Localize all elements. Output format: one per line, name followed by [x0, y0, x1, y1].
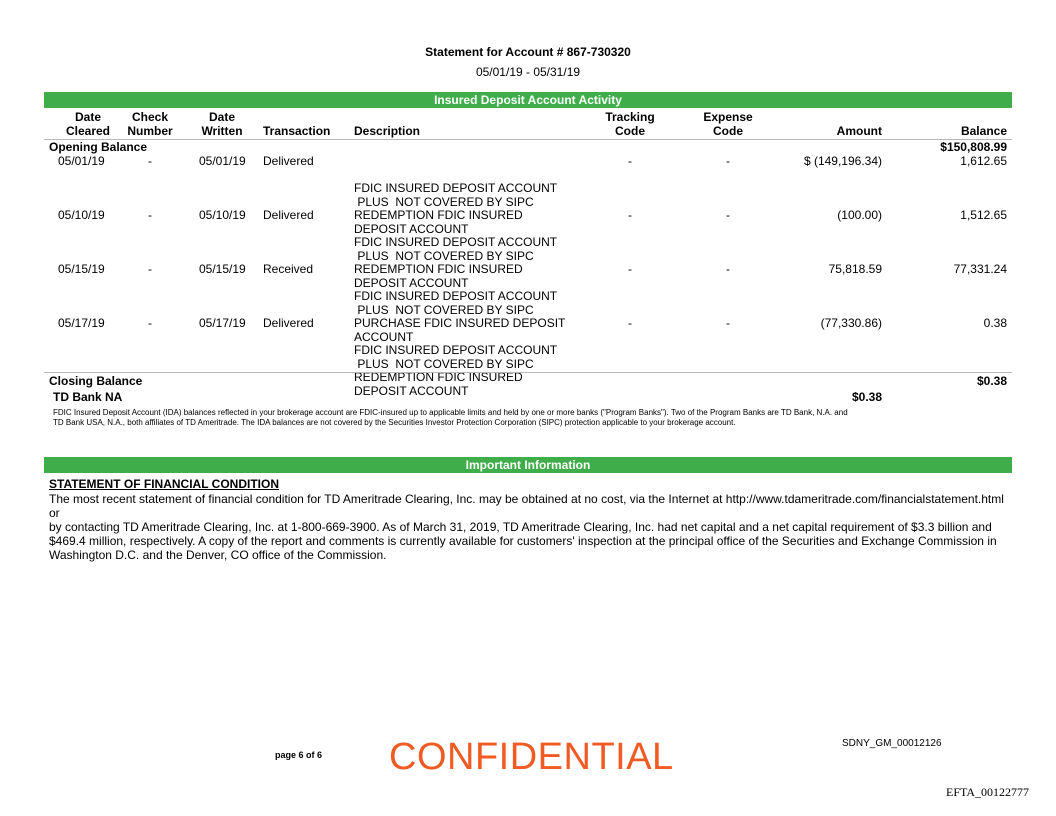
bank-name: TD Bank NA	[53, 390, 123, 404]
balance: 1,612.65	[960, 154, 1007, 168]
financial-condition-heading: STATEMENT OF FINANCIAL CONDITION	[49, 477, 279, 491]
tracking-code: -	[628, 262, 632, 276]
col-header-description: Description	[354, 124, 421, 138]
expense-code: -	[726, 262, 730, 276]
col-header-amount: Amount	[836, 124, 882, 138]
expense-code: -	[726, 208, 730, 222]
statement-date-range: 05/01/19 - 05/31/19	[475, 65, 581, 79]
date-written: 05/10/19	[199, 208, 246, 222]
col-header-balance: Balance	[960, 124, 1007, 138]
transaction-type: Delivered	[263, 154, 314, 168]
balance: 77,331.24	[953, 262, 1007, 276]
statement-title: Statement for Account # 867-730320	[425, 45, 631, 59]
col-header-transaction: Transaction	[263, 124, 331, 138]
expense-code: -	[726, 316, 730, 330]
check-number: -	[148, 262, 152, 276]
date-cleared: 05/01/19	[58, 154, 105, 168]
transaction-type: Received	[263, 262, 314, 276]
description: FDIC INSURED DEPOSIT ACCOUNT PLUS NOT COVERED BY SIPC REDEMPTION FDIC INSURED DEPOSIT ACCOUNT	[354, 181, 558, 236]
page-number: page 6 of 6	[275, 750, 323, 760]
bates-number: SDNY_GM_00012126	[842, 738, 942, 749]
efta-number: EFTA_00122777	[946, 785, 1030, 799]
check-number: -	[148, 208, 152, 222]
date-cleared: 05/10/19	[58, 208, 105, 222]
col-header-check-number: Check Number	[127, 110, 173, 138]
amount: $ (149,196.34)	[803, 154, 882, 168]
financial-condition-text: The most recent statement of financial condition for TD Ameritrade Clearing, Inc. may be obtained at no cost, via the Internet at http://www.tdameritrade.com/financialstatement.html or by contacting TD Ameritrade Clearing, Inc. at 1-800-669-3900. As of March 31, 2019, TD Ameritrade Clearing, Inc. had net capital and a net capital requirement of $3.3 billion and $469.4 million, respectively. A copy of the report and comments is currently available for customers' inspection at the principal office of the Securities and Exchange Commission in Washington D.C. and the Denver, CO office of the Commission.	[49, 492, 1004, 562]
closing-balance-value: $0.38	[976, 374, 1007, 388]
tracking-code: -	[628, 154, 632, 168]
amount: (100.00)	[837, 208, 882, 222]
balance: 0.38	[983, 316, 1007, 330]
closing-rule	[44, 372, 1012, 373]
section-header-important: Important Information	[44, 457, 1012, 473]
description: FDIC INSURED DEPOSIT ACCOUNT PLUS NOT COVERED BY SIPC PURCHASE FDIC INSURED DEPOSIT ACCOUNT	[354, 289, 566, 344]
transaction-type: Delivered	[263, 208, 314, 222]
date-cleared: 05/15/19	[58, 262, 105, 276]
amount: (77,330.86)	[820, 316, 882, 330]
closing-balance-label: Closing Balance	[49, 374, 143, 388]
date-cleared: 05/17/19	[58, 316, 105, 330]
header-rule	[44, 139, 1012, 140]
tracking-code: -	[628, 316, 632, 330]
bank-amount: $0.38	[851, 390, 882, 404]
date-written: 05/01/19	[199, 154, 246, 168]
check-number: -	[148, 154, 152, 168]
col-header-expense-code: Expense Code	[703, 110, 753, 138]
check-number: -	[148, 316, 152, 330]
fdic-footnote: FDIC Insured Deposit Account (IDA) balances reflected in your brokerage account are FDIC-insured up to applicable limits and held by one or more banks ("Program Banks"). Two of the Program Banks are TD Bank, N.A. and TD Bank USA, N.A., both affiliates of TD Ameritrade. The IDA balances are not covered by the Securities Investor Protection Corporation (SIPC) protection applicable to your brokerage account.	[53, 408, 848, 427]
expense-code: -	[726, 154, 730, 168]
section-header-activity: Insured Deposit Account Activity	[44, 92, 1012, 108]
opening-balance-label: Opening Balance	[49, 140, 148, 154]
balance: 1,512.65	[960, 208, 1007, 222]
date-written: 05/17/19	[199, 316, 246, 330]
date-written: 05/15/19	[199, 262, 246, 276]
amount: 75,818.59	[828, 262, 882, 276]
col-header-date-written: Date Written	[201, 110, 243, 138]
opening-balance-value: $150,808.99	[940, 140, 1007, 154]
col-header-date-cleared: Date Cleared	[65, 110, 111, 138]
description: FDIC INSURED DEPOSIT ACCOUNT PLUS NOT COVERED BY SIPC REDEMPTION FDIC INSURED DEPOSIT ACCOUNT	[354, 343, 558, 398]
tracking-code: -	[628, 208, 632, 222]
col-header-tracking-code: Tracking Code	[605, 110, 655, 138]
description: FDIC INSURED DEPOSIT ACCOUNT PLUS NOT COVERED BY SIPC REDEMPTION FDIC INSURED DEPOSIT ACCOUNT	[354, 235, 558, 290]
transaction-type: Delivered	[263, 316, 314, 330]
confidential-stamp: CONFIDENTIAL	[389, 736, 674, 778]
